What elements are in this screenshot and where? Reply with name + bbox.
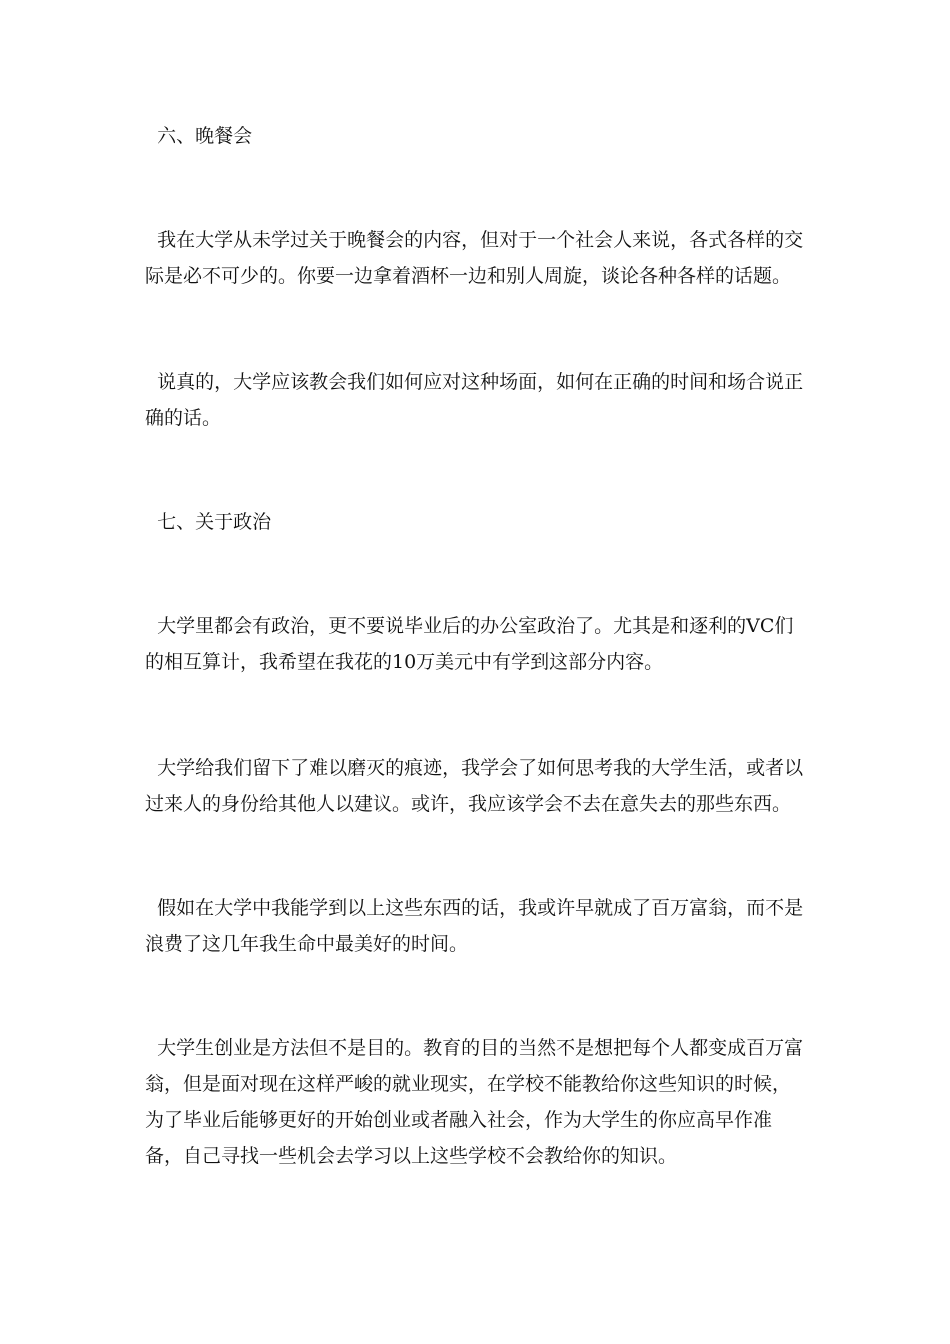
paragraph-dinner-party: 我在大学从未学过关于晚餐会的内容，但对于一个社会人来说，各式各样的交际是必不可少的。你要一边拿着酒杯一边和别人周旋，谈论各种各样的话题。 [145,229,804,287]
paragraph-college-marks: 大学给我们留下了难以磨灭的痕迹，我学会了如何思考我的大学生活，或者以过来人的身份给其他人以建议。或许，我应该学会不去在意失去的那些东西。 [145,757,804,815]
paragraph-honest-talk: 说真的，大学应该教会我们如何应对这种场面，如何在正确的时间和场合说正确的话。 [145,371,804,429]
section-heading-politics: 七、关于政治 [145,511,272,533]
paragraph-millionaire: 假如在大学中我能学到以上这些东西的话，我或许早就成了百万富翁，而不是浪费了这几年我生命中最美好的时间。 [145,897,804,955]
paragraph-entrepreneurship: 大学生创业是方法但不是目的。教育的目的当然不是想把每个人都变成百万富翁，但是面对现在这样严峻的就业现实，在学校不能教给你这些知识的时候，为了毕业后能够更好的开始创业或者融入社会，作为大学生的你应高早作准备，自己寻找一些机会去学习以上这些学校不会教给你的知识。 [145,1037,804,1167]
paragraph-politics: 大学里都会有政治，更不要说毕业后的办公室政治了。尤其是和逐利的VC们的相互算计，我希望在我花的10万美元中有学到这部分内容。 [145,615,794,673]
section-heading-dinner-party: 六、晚餐会 [145,125,253,147]
